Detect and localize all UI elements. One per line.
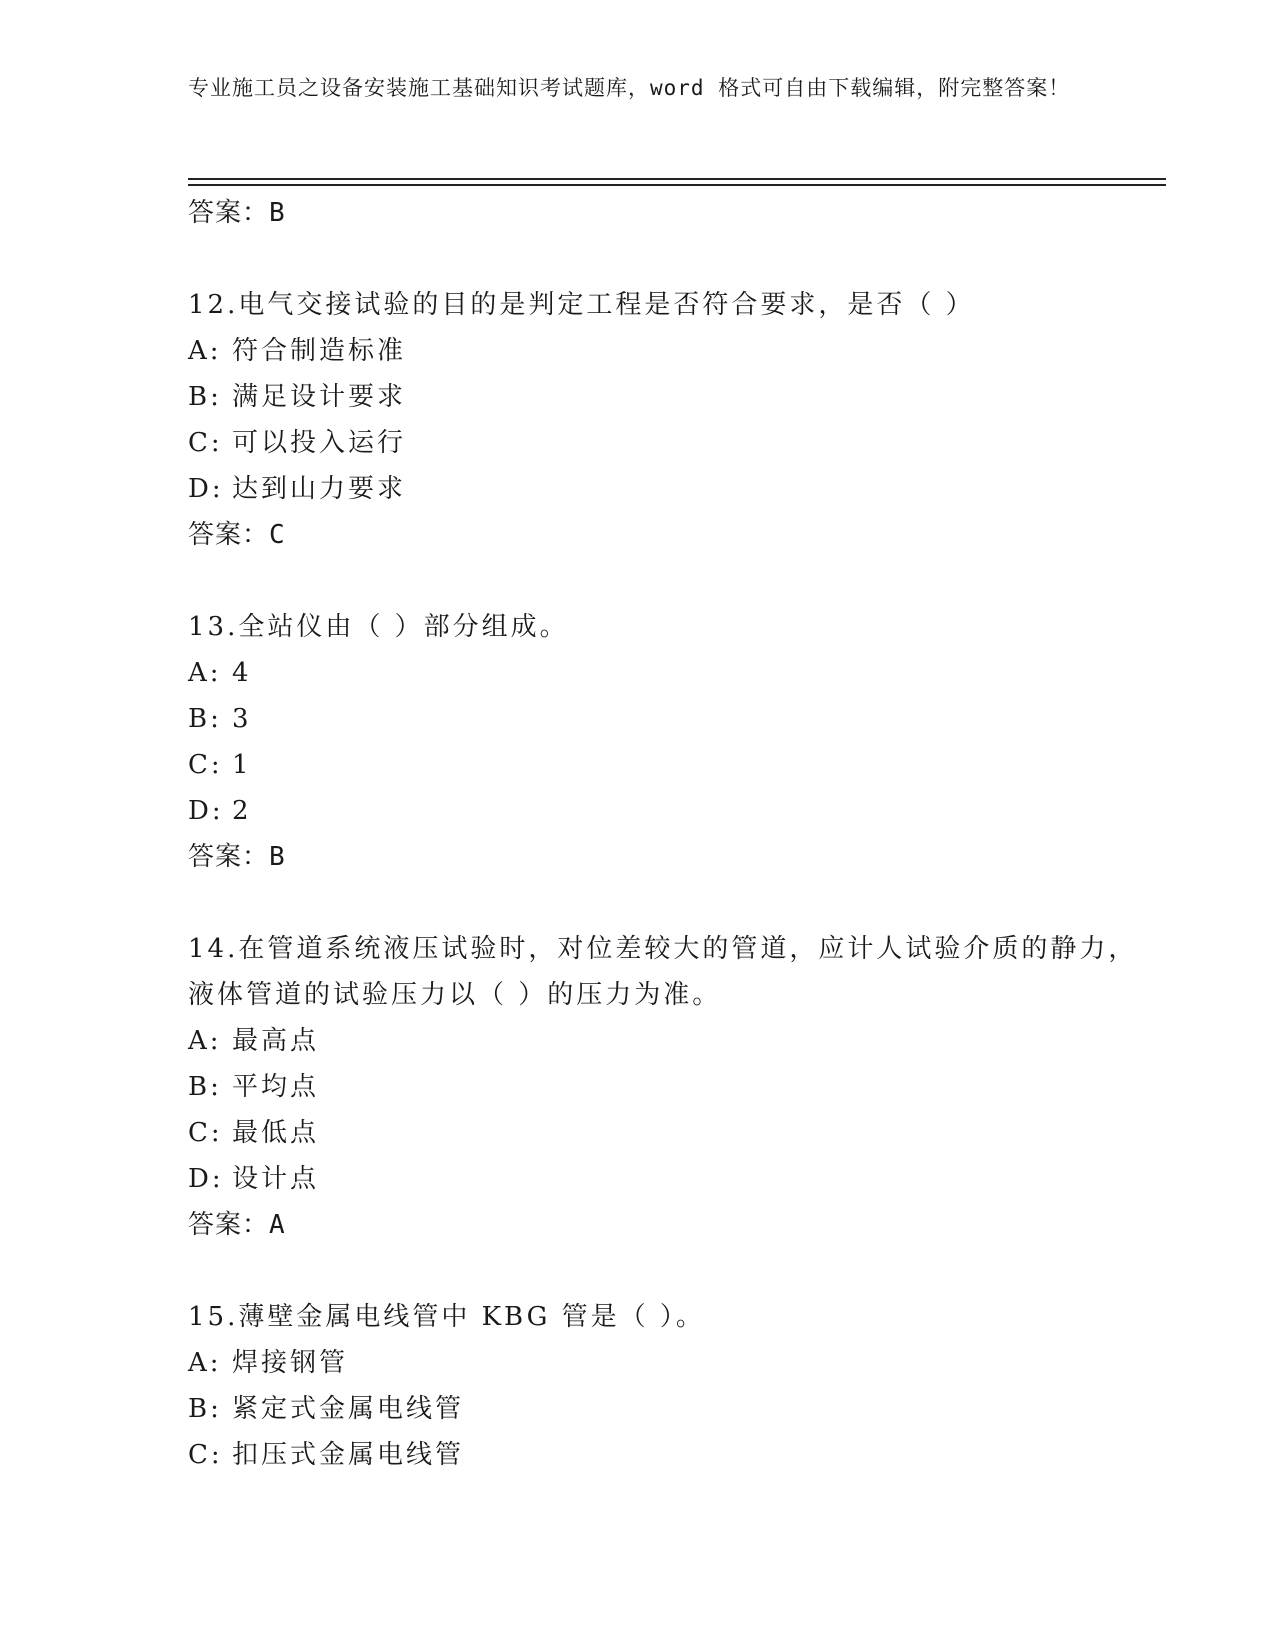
question-text: 13.全站仪由（ ）部分组成。: [188, 612, 569, 642]
answer-line: 答案：A: [188, 1210, 286, 1240]
option-c: [188, 742, 1138, 788]
option-text: 符合制造标准: [232, 336, 407, 366]
option-b: [188, 1386, 1138, 1432]
answer-line: 答案：B: [188, 842, 286, 872]
option-key: A:: [188, 1348, 222, 1378]
spacer: [188, 880, 1138, 926]
option-text: 扣压式金属电线管: [232, 1440, 465, 1470]
option-b: [188, 374, 1138, 420]
option-key: D:: [188, 474, 224, 504]
option-text: 4: [232, 658, 252, 688]
option-text: 3: [232, 704, 252, 734]
option-key: B:: [188, 382, 222, 412]
option-a: [188, 1018, 1138, 1064]
question-text: 12.电气交接试验的目的是判定工程是否符合要求，是否（ ）: [188, 290, 975, 320]
header-rule-double: [188, 184, 1166, 186]
option-b: [188, 696, 1138, 742]
spacer: [188, 236, 1138, 282]
option-d: [188, 788, 1138, 834]
option-text: 焊接钢管: [232, 1348, 349, 1378]
option-text: 最低点: [232, 1118, 320, 1148]
option-a: [188, 650, 1138, 696]
option-text: 可以投入运行: [232, 428, 407, 458]
option-text: 最高点: [232, 1026, 320, 1056]
option-key: D:: [188, 1164, 224, 1194]
option-c: [188, 420, 1138, 466]
option-text: 达到山力要求: [232, 474, 407, 504]
document-body: [188, 190, 1138, 1478]
option-a: [188, 328, 1138, 374]
option-text: 设计点: [232, 1164, 320, 1194]
question-block: [188, 282, 1138, 558]
option-key: C:: [188, 1118, 223, 1148]
answer-line: 答案：C: [188, 520, 286, 550]
option-c: [188, 1110, 1138, 1156]
spacer: [188, 558, 1138, 604]
option-text: 满足设计要求: [232, 382, 407, 412]
question-block: [188, 604, 1138, 880]
option-key: D:: [188, 796, 224, 826]
header-rule: [188, 178, 1166, 180]
question-text: 15.薄壁金属电线管中 KBG 管是（ ）。: [188, 1302, 705, 1332]
question-block: [188, 1294, 1138, 1478]
page-header: 专业施工员之设备安装施工基础知识考试题库，word 格式可自由下载编辑，附完整答案！: [188, 76, 1071, 100]
option-key: A:: [188, 658, 222, 688]
question-text: 14.在管道系统液压试验时，对位差较大的管道，应计人试验介质的静力，液体管道的试验压力以（ ）的压力为准。: [188, 934, 1138, 1010]
option-key: A:: [188, 336, 222, 366]
option-key: B:: [188, 704, 222, 734]
option-key: C:: [188, 750, 223, 780]
option-key: A:: [188, 1026, 222, 1056]
option-key: B:: [188, 1072, 222, 1102]
answer-line: 答案：B: [188, 198, 286, 228]
option-key: C:: [188, 1440, 223, 1470]
option-d: [188, 466, 1138, 512]
option-key: B:: [188, 1394, 222, 1424]
option-b: [188, 1064, 1138, 1110]
option-d: [188, 1156, 1138, 1202]
option-text: 平均点: [232, 1072, 320, 1102]
option-c: [188, 1432, 1138, 1478]
option-a: [188, 1340, 1138, 1386]
question-block: [188, 926, 1138, 1248]
option-text: 紧定式金属电线管: [232, 1394, 465, 1424]
spacer: [188, 1248, 1138, 1294]
option-key: C:: [188, 428, 223, 458]
option-text: 1: [232, 750, 252, 780]
option-text: 2: [232, 796, 252, 826]
